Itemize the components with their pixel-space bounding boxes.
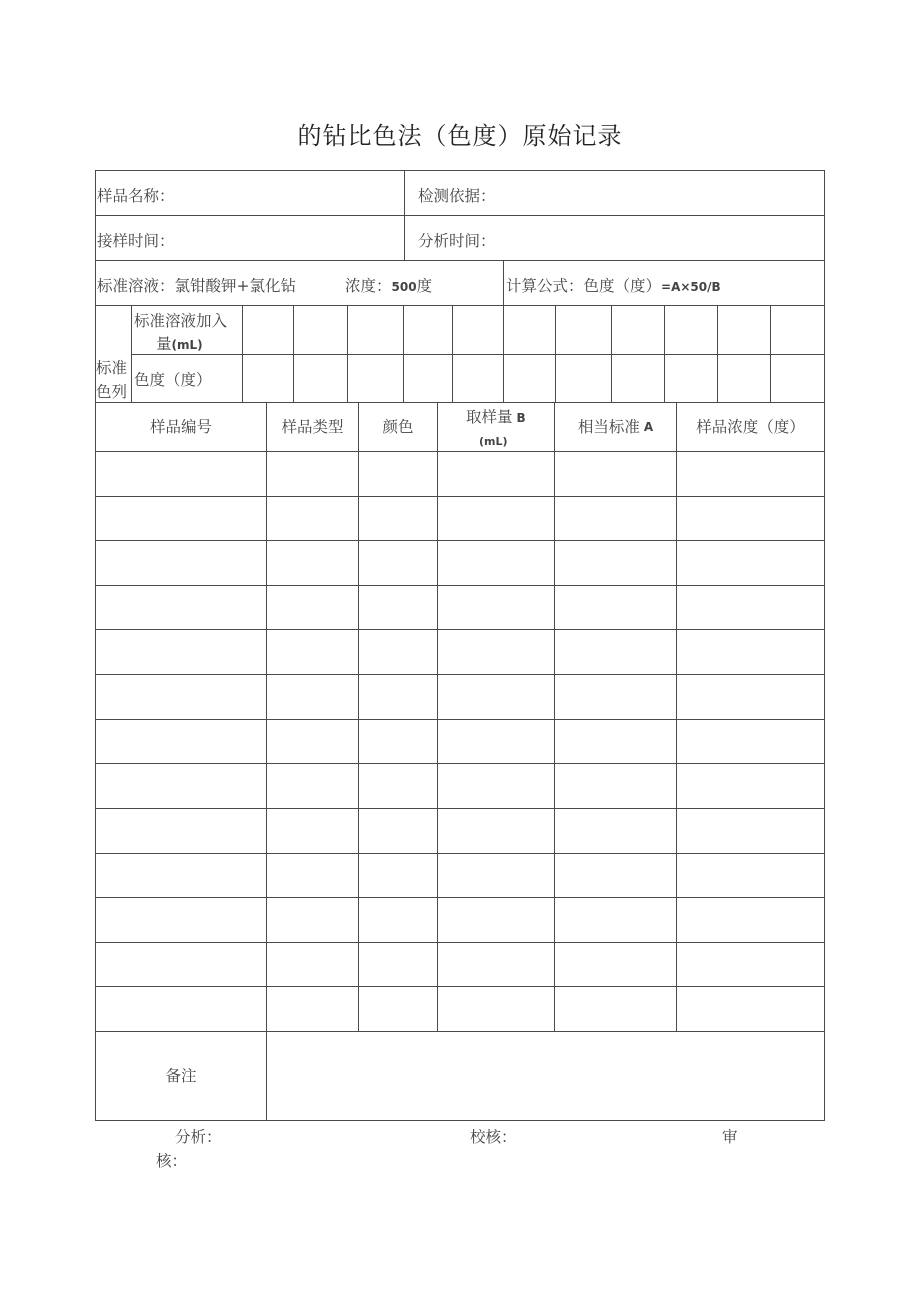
standard-series-label-2: 色列 bbox=[96, 383, 128, 401]
reviewer-label-1: 审 bbox=[722, 1128, 738, 1146]
sample-volume-unit: (mL) bbox=[479, 435, 508, 448]
test-basis-label: 检测依据： bbox=[418, 187, 496, 205]
std-volume-label: 标准溶液加入 bbox=[134, 312, 228, 330]
analyst-label: 分析： bbox=[175, 1128, 222, 1146]
col-header-equivalent-std bbox=[555, 403, 676, 451]
analysis-time-label: 分析时间： bbox=[418, 232, 496, 250]
concentration-field bbox=[345, 274, 432, 296]
col-header-sample-volume bbox=[466, 405, 526, 427]
checker-label: 校核： bbox=[470, 1128, 517, 1146]
concentration-value: 500 bbox=[391, 280, 417, 294]
receive-time-label: 接样时间： bbox=[97, 232, 175, 250]
equivalent-std-label: 相当标准 bbox=[577, 418, 640, 436]
sample-name-label: 样品名称： bbox=[97, 187, 175, 205]
page-title: 的钻比色法（色度）原始记录 bbox=[297, 122, 623, 150]
std-volume-unit: (mL) bbox=[171, 338, 203, 352]
concentration-label: 浓度： bbox=[345, 277, 392, 295]
col-header-sample-type: 样品类型 bbox=[281, 418, 344, 436]
std-volume-label-line2 bbox=[156, 332, 203, 354]
col-header-sample-no: 样品编号 bbox=[149, 418, 212, 436]
formula-label: 计算公式：色度（度） bbox=[506, 277, 662, 295]
reviewer-label-2: 核： bbox=[156, 1152, 188, 1170]
std-color-label: 色度（度） bbox=[134, 371, 212, 389]
equivalent-std-a: A bbox=[643, 420, 654, 434]
col-header-sample-conc: 样品浓度（度） bbox=[696, 418, 805, 436]
sample-volume-label: 取样量 bbox=[466, 408, 513, 426]
standard-solution-label: 标准溶液：氯钳酸钾+氯化钻 bbox=[97, 277, 296, 295]
std-volume-label-volume: 量 bbox=[156, 335, 172, 353]
remarks-label: 备注 bbox=[165, 1067, 197, 1085]
concentration-unit: 度 bbox=[416, 277, 433, 295]
standard-series-label-1: 标准 bbox=[96, 359, 128, 377]
formula-field bbox=[506, 274, 721, 296]
col-header-color: 颜色 bbox=[382, 418, 414, 436]
sample-volume-b: B bbox=[516, 411, 526, 425]
formula-expression: =A×50/B bbox=[661, 280, 721, 294]
